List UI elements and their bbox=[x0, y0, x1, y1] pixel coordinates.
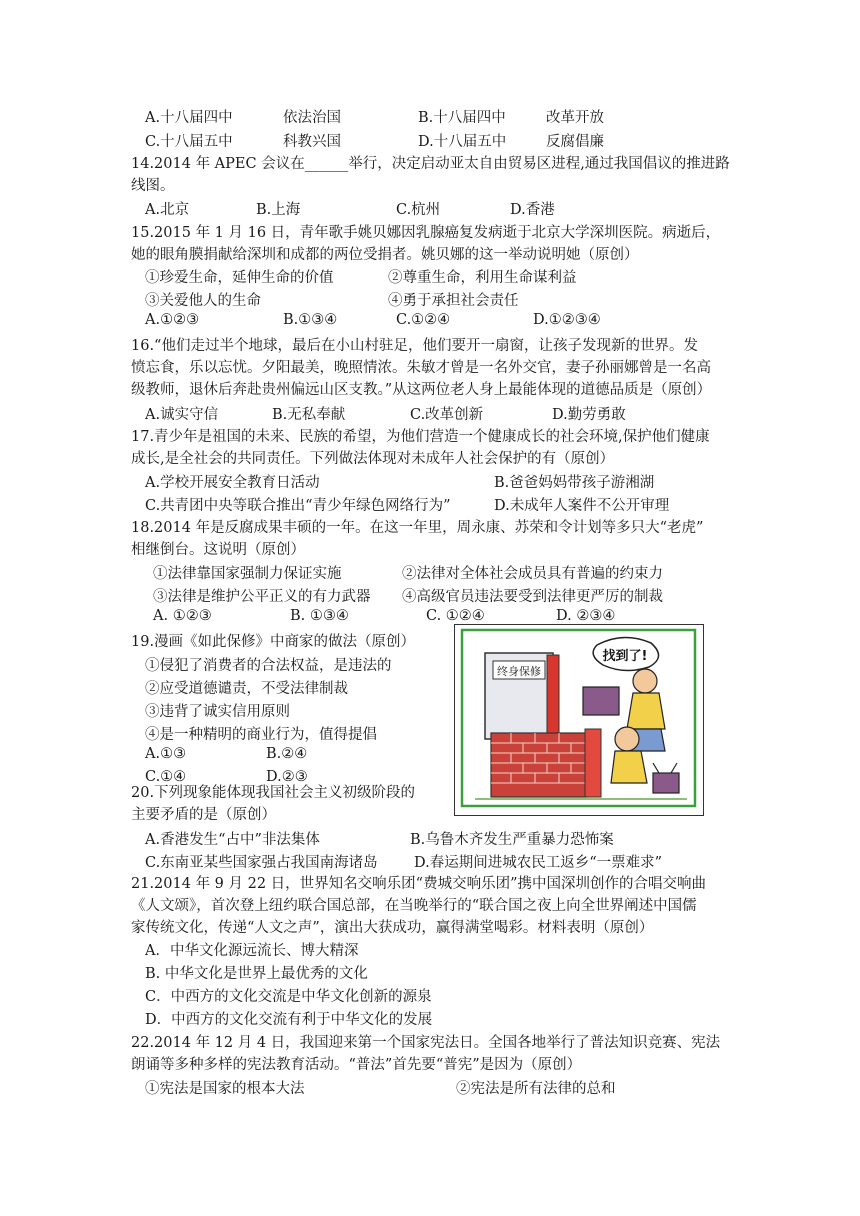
q22-stem-line1: 22.2014 年 12 月 4 日，我国迎来第一个国家宪法日。全国各地举行了普法知识竞赛、宪法 bbox=[131, 1035, 721, 1051]
q21-option-d: D．中西方的文化交流有利于中华文化的发展 bbox=[145, 1012, 433, 1028]
q13-option-a-text: 依法治国 bbox=[283, 110, 341, 126]
q21-stem-line3: 家传统文化，传递“人文之声”，演出大获成功，赢得满堂喝彩。材料表明（原创） bbox=[131, 920, 654, 936]
q17-option-a: A.学校开展安全教育日活动 bbox=[145, 475, 320, 491]
q14-stem-line2: 线图。 bbox=[131, 178, 175, 194]
q18-statement-2: ②法律对全体社会成员具有普遍的约束力 bbox=[402, 566, 663, 582]
q14-option-a: A.北京 bbox=[145, 202, 190, 218]
q16-option-b: B.无私奉献 bbox=[272, 407, 346, 423]
q20-stem-line1: 20.下列现象能体现我国社会主义初级阶段的 bbox=[131, 785, 416, 801]
q16-stem-line1: 16.“他们走过半个地球，最后在小山村驻足，他们要开一扇窗，让孩子发现新的世界。发 bbox=[131, 338, 698, 354]
q21-option-c: C．中西方的文化交流是中华文化创新的源泉 bbox=[145, 989, 432, 1005]
q19-stem: 19.漫画《如此保修》中商家的做法（原创） bbox=[131, 634, 416, 650]
q15-statement-1: ①珍爱生命，延伸生命的价值 bbox=[145, 270, 334, 286]
q19-statement-1: ①侵犯了消费者的合法权益，是违法的 bbox=[145, 658, 392, 674]
q22-statement-1: ①宪法是国家的根本大法 bbox=[145, 1081, 305, 1097]
q20-option-d: D.春运期间进城农民工返乡“一票难求” bbox=[414, 855, 663, 871]
q19-statement-2: ②应受道德谴责，不受法律制裁 bbox=[145, 681, 348, 697]
q15-option-c: C.①②④ bbox=[396, 312, 451, 328]
cartoon-wall-edge bbox=[585, 729, 601, 797]
q18-statement-4: ④高级官员违法要受到法律更严厉的制裁 bbox=[402, 589, 663, 605]
q15-stem-line2: 她的眼角膜捐献给深圳和成都的两位受捐者。姚贝娜的这一举动说明她（原创） bbox=[131, 247, 639, 263]
q18-option-a: A. ①②③ bbox=[153, 608, 212, 624]
q19-option-b: B.②④ bbox=[266, 746, 308, 762]
q18-stem-line2: 相继倒台。这说明（原创） bbox=[131, 542, 305, 558]
q20-option-b: B.乌鲁木齐发生严重暴力恐怖案 bbox=[410, 832, 614, 848]
q13-option-b-text: 改革开放 bbox=[546, 110, 604, 126]
cartoon-image bbox=[454, 624, 704, 816]
q20-stem-line2: 主要矛盾的是（原创） bbox=[131, 807, 276, 823]
q13-option-c-label: C.十八届五中 bbox=[145, 134, 233, 150]
q17-option-b: B.爸爸妈妈带孩子游湘湖 bbox=[494, 475, 655, 491]
q22-stem-line2: 朗诵等多种多样的宪法教育活动。“普法”首先要“普宪”是因为（原创） bbox=[131, 1057, 582, 1073]
q13-option-b-label: B.十八届四中 bbox=[418, 110, 506, 126]
q13-option-a-label: A.十八届四中 bbox=[145, 110, 233, 126]
q16-option-d: D.勤劳勇敢 bbox=[552, 407, 626, 423]
q17-stem-line1: 17.青少年是祖国的未来、民族的希望，为他们营造一个健康成长的社会环境,保护他们健康 bbox=[131, 429, 710, 445]
q15-option-a: A.①②③ bbox=[145, 312, 200, 328]
q21-option-b: B. 中华文化是世界上最优秀的文化 bbox=[145, 966, 368, 982]
q19-statement-3: ③违背了诚实信用原则 bbox=[145, 704, 290, 720]
q18-option-c: C. ①②④ bbox=[426, 608, 485, 624]
q20-option-c: C.东南亚某些国家强占我国南海诸岛 bbox=[145, 855, 378, 871]
q16-stem-line2: 愤忘食，乐以忘忧。夕阳最美，晚照情浓。朱敏才曾是一名外交官，妻子孙丽娜曾是一名高 bbox=[131, 360, 711, 376]
q22-statement-2: ②宪法是所有法律的总和 bbox=[456, 1081, 616, 1097]
q18-statement-1: ①法律靠国家强制力保证实施 bbox=[153, 566, 342, 582]
q15-statement-2: ②尊重生命，利用生命谋利益 bbox=[388, 270, 577, 286]
q19-option-c: C.①④ bbox=[145, 769, 187, 785]
q16-option-a: A.诚实守信 bbox=[145, 407, 219, 423]
q14-option-b: B.上海 bbox=[256, 202, 301, 218]
q15-option-b: B.①③④ bbox=[283, 312, 338, 328]
q19-option-d: D.②③ bbox=[266, 769, 308, 785]
q13-option-d-text: 反腐倡廉 bbox=[546, 134, 604, 150]
q17-option-d: D.未成年人案件不公开审理 bbox=[494, 498, 670, 514]
cartoon-door-edge bbox=[547, 655, 559, 741]
cartoon-illustration bbox=[455, 625, 703, 815]
q15-stem-line1: 15.2015 年 1 月 16 日，青年歌手姚贝娜因乳腺癌复发病逝于北京大学深圳医院。病逝后， bbox=[131, 225, 721, 241]
q18-statement-3: ③法律是维护公平正义的有力武器 bbox=[153, 589, 371, 605]
q13-option-c-text: 科教兴国 bbox=[283, 134, 341, 150]
cartoon-bubble-text: 找到了! bbox=[602, 649, 648, 664]
cartoon-man-lower-body bbox=[611, 751, 647, 783]
q18-stem-line1: 18.2014 年是反腐成果丰硕的一年。在这一年里，周永康、苏荣和令计划等多只大“老虎” bbox=[131, 520, 704, 536]
cartoon-tv-lower bbox=[653, 773, 679, 793]
q19-statement-4: ④是一种精明的商业行为，值得提倡 bbox=[145, 727, 377, 743]
cartoon-man-lower-head bbox=[615, 727, 639, 751]
q21-stem-line2: 《人文颂》，首次登上纽约联合国总部，在当晚举行的“联合国之夜上向全世界阐述中国儒 bbox=[131, 898, 697, 914]
q20-option-a: A.香港发生“占中”非法集体 bbox=[145, 832, 320, 848]
q14-option-d: D.香港 bbox=[510, 202, 555, 218]
q17-stem-line2: 成长,是全社会的共同责任。下列做法体现对未成年人社会保护的有（原创） bbox=[131, 451, 615, 467]
q18-option-b: B. ①③④ bbox=[290, 608, 349, 624]
q13-option-d-label: D.十八届五中 bbox=[418, 134, 507, 150]
q15-statement-3: ③关爱他人的生命 bbox=[145, 293, 261, 309]
q16-stem-line3: 级教师，退休后奔赴贵州偏远山区支教。”从这两位老人身上最能体现的道德品质是（原创） bbox=[131, 382, 712, 398]
q14-stem-line1: 14.2014 年 APEC 会议在______举行，决定启动亚太自由贸易区进程,通过我国倡议的推进路 bbox=[131, 156, 730, 172]
cartoon-sign-text: 终身保修 bbox=[497, 665, 541, 678]
q17-option-c: C.共青团中央等联合推出“青少年绿色网络行为” bbox=[145, 498, 451, 514]
q15-statement-4: ④勇于承担社会责任 bbox=[388, 293, 519, 309]
cartoon-man-upper-body bbox=[627, 693, 665, 729]
cartoon-tv-upper bbox=[583, 687, 619, 715]
q16-option-c: C.改革创新 bbox=[410, 407, 484, 423]
cartoon-man-upper-head bbox=[633, 669, 657, 693]
q21-option-a: A．中华文化源远流长、博大精深 bbox=[145, 943, 359, 959]
q19-option-a: A.①③ bbox=[145, 746, 187, 762]
q21-stem-line1: 21.2014 年 9 月 22 日，世界知名交响乐团“费城交响乐团”携中国深圳创作的合唱交响曲 bbox=[131, 876, 707, 892]
q15-option-d: D.①②③④ bbox=[533, 312, 601, 328]
q18-option-d: D. ②③④ bbox=[556, 608, 616, 624]
q14-option-c: C.杭州 bbox=[396, 202, 441, 218]
